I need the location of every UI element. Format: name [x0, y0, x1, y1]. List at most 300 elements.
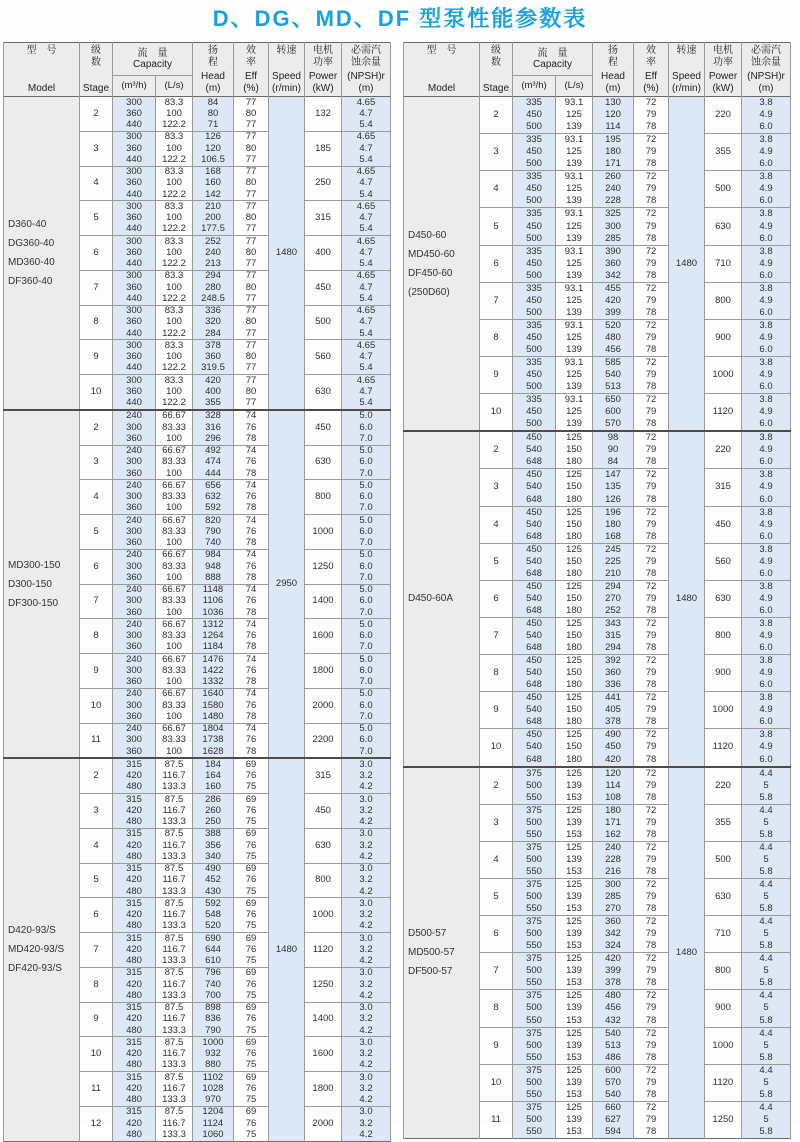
capacity-ls-cell: 150 [556, 630, 593, 642]
capacity-ls-cell: 100 [156, 572, 193, 584]
npsh-cell: 3.8 [742, 282, 791, 295]
power-cell: 800 [705, 282, 742, 319]
head-cell: 168 [193, 166, 234, 178]
capacity-m3h-cell: 300 [113, 492, 156, 503]
npsh-cell: 5.0 [342, 445, 391, 457]
power-cell: 630 [305, 828, 342, 863]
npsh-cell: 4.65 [342, 270, 391, 282]
eff-cell: 76 [234, 944, 269, 955]
capacity-m3h-cell: 450 [513, 655, 556, 668]
head-cell: 108 [593, 792, 634, 805]
eff-cell: 77 [234, 375, 269, 387]
capacity-ls-cell: 153 [556, 1089, 593, 1102]
npsh-cell: 6.0 [742, 605, 791, 618]
capacity-m3h-cell: 315 [113, 1072, 156, 1084]
model-cell [404, 97, 480, 432]
npsh-cell: 4.4 [742, 878, 791, 891]
capacity-m3h-cell: 240 [113, 584, 156, 596]
eff-cell: 69 [234, 863, 269, 875]
npsh-cell: 4.2 [342, 990, 391, 1002]
head-cell: 480 [593, 990, 634, 1003]
npsh-cell: 6.0 [342, 596, 391, 607]
npsh-cell: 3.8 [742, 97, 791, 110]
power-cell: 450 [305, 270, 342, 305]
capacity-ls-cell: 180 [556, 642, 593, 655]
table-body-left [4, 97, 391, 1142]
model-name: DF300-150 [8, 597, 59, 609]
npsh-cell: 4.4 [742, 916, 791, 929]
eff-cell: 72 [634, 171, 669, 184]
npsh-cell: 3.2 [342, 875, 391, 886]
capacity-m3h-cell: 450 [513, 332, 556, 344]
column-header-capacity-m3h-label: (m³/h) [121, 80, 147, 92]
speed-cell: 2950 [269, 410, 305, 759]
eff-cell: 79 [634, 519, 669, 531]
head-cell: 316 [193, 422, 234, 433]
npsh-cell: 5.0 [342, 654, 391, 666]
npsh-cell: 5.8 [742, 1052, 791, 1065]
eff-cell: 75 [234, 782, 269, 794]
head-cell: 486 [593, 1052, 634, 1065]
capacity-ls-cell: 150 [556, 667, 593, 679]
capacity-m3h-cell: 450 [513, 146, 556, 158]
capacity-ls-cell: 139 [556, 381, 593, 394]
capacity-m3h-cell: 440 [113, 259, 156, 271]
capacity-m3h-cell: 240 [113, 445, 156, 457]
capacity-m3h-cell: 300 [113, 665, 156, 676]
npsh-cell: 5.8 [742, 866, 791, 879]
capacity-ls-cell: 83.33 [156, 631, 193, 642]
capacity-m3h-cell: 240 [113, 723, 156, 735]
eff-cell: 77 [234, 189, 269, 201]
model-name: DF500-57 [408, 966, 453, 978]
capacity-ls-cell: 93.1 [556, 394, 593, 407]
capacity-ls-cell: 125 [556, 369, 593, 381]
eff-cell: 80 [234, 352, 269, 363]
power-cell: 900 [705, 655, 742, 692]
capacity-m3h-cell: 360 [113, 468, 156, 480]
capacity-ls-cell: 122.2 [156, 293, 193, 305]
capacity-m3h-cell: 360 [113, 178, 156, 189]
capacity-ls-cell: 116.7 [156, 1014, 193, 1025]
capacity-m3h-cell: 315 [113, 967, 156, 979]
capacity-ls-cell: 139 [556, 1114, 593, 1126]
power-cell: 1600 [305, 619, 342, 654]
eff-cell: 72 [634, 729, 669, 742]
capacity-m3h-cell: 648 [513, 753, 556, 766]
eff-cell: 75 [234, 851, 269, 863]
eff-cell: 79 [634, 556, 669, 568]
column-header-speed [669, 43, 705, 97]
head-cell: 420 [193, 375, 234, 387]
eff-cell: 80 [234, 213, 269, 224]
capacity-m3h-cell: 300 [113, 631, 156, 642]
head-cell: 340 [193, 851, 234, 863]
stage-cell: 4 [480, 841, 513, 878]
npsh-cell: 7.0 [342, 607, 391, 619]
npsh-cell: 5.8 [742, 940, 791, 953]
capacity-m3h-cell: 480 [113, 990, 156, 1002]
column-header-model [4, 43, 80, 97]
npsh-cell: 3.2 [342, 1118, 391, 1129]
eff-cell: 76 [234, 700, 269, 711]
eff-cell: 79 [634, 704, 669, 716]
npsh-cell: 4.7 [342, 143, 391, 154]
npsh-cell: 4.65 [342, 305, 391, 317]
capacity-ls-cell: 125 [556, 878, 593, 891]
capacity-m3h-cell: 360 [113, 677, 156, 689]
capacity-m3h-cell: 300 [113, 97, 156, 109]
npsh-cell: 4.9 [742, 220, 791, 232]
head-cell: 970 [193, 1095, 234, 1107]
stage-cell: 7 [480, 282, 513, 319]
capacity-ls-cell: 83.3 [156, 236, 193, 248]
head-cell: 1580 [193, 700, 234, 711]
eff-cell: 78 [234, 433, 269, 445]
head-cell: 1102 [193, 1072, 234, 1084]
power-cell: 800 [705, 953, 742, 990]
power-cell: 630 [705, 878, 742, 915]
power-cell: 355 [705, 134, 742, 171]
head-cell: 1060 [193, 1129, 234, 1141]
head-cell: 336 [593, 679, 634, 692]
eff-cell: 77 [234, 154, 269, 166]
capacity-ls-cell: 125 [556, 220, 593, 232]
npsh-cell: 4.2 [342, 956, 391, 968]
head-cell: 456 [593, 344, 634, 357]
head-cell: 171 [593, 158, 634, 171]
head-cell: 1204 [193, 1106, 234, 1118]
head-cell: 325 [593, 208, 634, 221]
capacity-ls-cell: 66.67 [156, 549, 193, 561]
npsh-cell: 6.0 [742, 494, 791, 507]
capacity-ls-cell: 87.5 [156, 828, 193, 840]
capacity-ls-cell: 93.1 [556, 208, 593, 221]
npsh-cell: 7.0 [342, 503, 391, 515]
power-cell: 400 [305, 236, 342, 271]
capacity-m3h-cell: 648 [513, 531, 556, 544]
capacity-ls-cell: 122.2 [156, 189, 193, 201]
eff-cell: 72 [634, 804, 669, 817]
pump-table-right [403, 42, 791, 1139]
npsh-cell: 5.8 [742, 1014, 791, 1027]
capacity-ls-cell: 125 [556, 729, 593, 742]
head-cell: 432 [593, 1014, 634, 1027]
npsh-cell: 4.9 [742, 109, 791, 121]
eff-cell: 78 [634, 866, 669, 879]
head-cell: 378 [593, 977, 634, 990]
npsh-cell: 5 [742, 965, 791, 977]
column-header-power [305, 43, 342, 97]
npsh-cell: 4.65 [342, 375, 391, 387]
capacity-m3h-cell: 440 [113, 363, 156, 375]
eff-cell: 77 [234, 224, 269, 236]
npsh-cell: 3.8 [742, 171, 791, 184]
capacity-ls-cell: 87.5 [156, 1106, 193, 1118]
head-cell: 984 [193, 549, 234, 561]
head-cell: 592 [193, 503, 234, 515]
npsh-cell: 5 [742, 928, 791, 940]
capacity-ls-cell: 100 [156, 386, 193, 397]
npsh-cell: 4.65 [342, 97, 391, 109]
stage-cell: 5 [80, 515, 113, 550]
model-name: MD500-57 [408, 947, 455, 959]
capacity-ls-cell: 125 [556, 990, 593, 1003]
eff-cell: 78 [634, 270, 669, 283]
head-cell: 650 [593, 394, 634, 407]
capacity-m3h-cell: 360 [113, 642, 156, 654]
npsh-cell: 5 [742, 1040, 791, 1052]
eff-cell: 78 [634, 381, 669, 394]
head-cell: 280 [193, 282, 234, 293]
stage-cell: 7 [80, 270, 113, 305]
head-cell: 342 [593, 928, 634, 940]
power-cell: 132 [305, 97, 342, 132]
column-header-stage-label: 级 数 Stage [482, 45, 510, 94]
model-name: D500-57 [408, 928, 447, 940]
capacity-m3h-cell: 540 [513, 593, 556, 605]
capacity-ls-cell: 139 [556, 817, 593, 829]
capacity-m3h-cell: 550 [513, 1052, 556, 1065]
capacity-m3h-cell: 550 [513, 1089, 556, 1102]
npsh-cell: 5 [742, 891, 791, 903]
eff-cell: 74 [234, 723, 269, 735]
npsh-cell: 4.65 [342, 131, 391, 143]
capacity-m3h-cell: 648 [513, 605, 556, 618]
capacity-ls-cell: 100 [156, 178, 193, 189]
column-header-npsh-label: 必需汽 蚀余量 (NPSH)r (m) [747, 45, 785, 94]
capacity-ls-cell: 100 [156, 317, 193, 328]
eff-cell: 69 [234, 1072, 269, 1084]
eff-cell: 72 [634, 356, 669, 369]
stage-cell: 5 [480, 878, 513, 915]
head-cell: 360 [593, 916, 634, 929]
npsh-cell: 3.2 [342, 805, 391, 816]
capacity-m3h-cell: 648 [513, 568, 556, 581]
head-cell: 400 [193, 386, 234, 397]
npsh-cell: 4.65 [342, 201, 391, 213]
model-cell [4, 410, 80, 759]
capacity-ls-cell: 133.3 [156, 782, 193, 794]
npsh-cell: 3.8 [742, 543, 791, 556]
npsh-cell: 5.0 [342, 688, 391, 700]
model-name: DF360-40 [8, 275, 53, 287]
eff-cell: 72 [634, 692, 669, 705]
npsh-cell: 5.0 [342, 619, 391, 631]
npsh-cell: 5.0 [342, 410, 391, 422]
capacity-m3h-cell: 315 [113, 828, 156, 840]
capacity-ls-cell: 125 [556, 295, 593, 307]
capacity-ls-cell: 116.7 [156, 805, 193, 816]
eff-cell: 74 [234, 515, 269, 527]
stage-cell: 9 [80, 340, 113, 375]
capacity-ls-cell: 87.5 [156, 933, 193, 945]
npsh-cell: 3.8 [742, 208, 791, 221]
capacity-m3h-cell: 540 [513, 667, 556, 679]
column-header-head-label: 扬 程 Head (m) [601, 45, 625, 94]
stage-cell: 12 [80, 1106, 113, 1141]
capacity-ls-cell: 125 [556, 183, 593, 195]
capacity-ls-cell: 122.2 [156, 259, 193, 271]
capacity-m3h-cell: 540 [513, 556, 556, 568]
power-cell: 630 [305, 445, 342, 480]
npsh-cell: 4.65 [342, 340, 391, 352]
eff-cell: 79 [634, 780, 669, 792]
capacity-m3h-cell: 550 [513, 940, 556, 953]
eff-cell: 76 [234, 561, 269, 572]
eff-cell: 76 [234, 735, 269, 746]
npsh-cell: 3.8 [742, 655, 791, 668]
npsh-cell: 6.0 [742, 233, 791, 246]
capacity-ls-cell: 150 [556, 704, 593, 716]
capacity-m3h-cell: 550 [513, 866, 556, 879]
eff-cell: 75 [234, 956, 269, 968]
head-cell: 540 [593, 369, 634, 381]
capacity-m3h-cell: 500 [513, 1040, 556, 1052]
capacity-m3h-cell: 420 [113, 1049, 156, 1060]
npsh-cell: 4.9 [742, 258, 791, 270]
capacity-m3h-cell: 240 [113, 410, 156, 422]
head-cell: 660 [593, 1101, 634, 1114]
eff-cell: 78 [634, 940, 669, 953]
head-cell: 1628 [193, 746, 234, 758]
npsh-cell: 4.9 [742, 444, 791, 456]
capacity-ls-cell: 100 [156, 503, 193, 515]
capacity-m3h-cell: 440 [113, 189, 156, 201]
capacity-m3h-cell: 335 [513, 171, 556, 184]
head-cell: 452 [193, 875, 234, 886]
head-cell: 343 [593, 617, 634, 630]
eff-cell: 75 [234, 817, 269, 829]
capacity-ls-cell: 100 [156, 711, 193, 723]
npsh-cell: 5.8 [742, 1089, 791, 1102]
capacity-ls-cell: 180 [556, 531, 593, 544]
npsh-cell: 3.8 [742, 394, 791, 407]
npsh-cell: 7.0 [342, 572, 391, 584]
head-cell: 114 [593, 121, 634, 134]
capacity-m3h-cell: 315 [113, 1002, 156, 1014]
speed-cell: 1480 [269, 97, 305, 410]
capacity-ls-cell: 139 [556, 195, 593, 208]
stage-cell: 4 [480, 171, 513, 208]
capacity-ls-cell: 83.33 [156, 596, 193, 607]
head-cell: 180 [593, 519, 634, 531]
head-cell: 98 [593, 431, 634, 444]
head-cell: 690 [193, 933, 234, 945]
stage-cell: 2 [80, 758, 113, 793]
eff-cell: 79 [634, 1002, 669, 1014]
capacity-m3h-cell: 500 [513, 965, 556, 977]
head-cell: 444 [193, 468, 234, 480]
capacity-ls-cell: 125 [556, 804, 593, 817]
power-cell: 2000 [305, 1106, 342, 1141]
power-cell: 1120 [305, 933, 342, 968]
head-cell: 240 [593, 841, 634, 854]
capacity-ls-cell: 83.33 [156, 457, 193, 468]
head-cell: 180 [593, 146, 634, 158]
head-cell: 296 [193, 433, 234, 445]
head-cell: 405 [593, 704, 634, 716]
capacity-ls-cell: 66.67 [156, 515, 193, 527]
stage-cell: 4 [80, 480, 113, 515]
npsh-cell: 6.0 [342, 735, 391, 746]
head-cell: 252 [593, 605, 634, 618]
capacity-ls-cell: 93.1 [556, 356, 593, 369]
head-cell: 355 [193, 398, 234, 410]
power-cell: 315 [705, 469, 742, 506]
stage-cell: 7 [480, 953, 513, 990]
eff-cell: 69 [234, 898, 269, 910]
capacity-m3h-cell: 480 [113, 817, 156, 829]
head-cell: 135 [593, 481, 634, 493]
head-cell: 790 [193, 1025, 234, 1037]
npsh-cell: 3.2 [342, 1014, 391, 1025]
head-cell: 200 [193, 213, 234, 224]
capacity-m3h-cell: 420 [113, 910, 156, 921]
capacity-m3h-cell: 648 [513, 456, 556, 469]
npsh-cell: 4.9 [742, 146, 791, 158]
power-cell: 1120 [705, 729, 742, 767]
eff-cell: 78 [234, 468, 269, 480]
capacity-m3h-cell: 420 [113, 979, 156, 990]
capacity-ls-cell: 133.3 [156, 1025, 193, 1037]
npsh-cell: 4.9 [742, 667, 791, 679]
head-cell: 270 [593, 593, 634, 605]
eff-cell: 79 [634, 1040, 669, 1052]
npsh-cell: 6.0 [742, 531, 791, 544]
npsh-cell: 4.7 [342, 386, 391, 397]
head-cell: 1184 [193, 642, 234, 654]
stage-cell: 6 [480, 916, 513, 953]
head-cell: 250 [193, 817, 234, 829]
capacity-m3h-cell: 375 [513, 1101, 556, 1114]
stage-cell: 8 [80, 967, 113, 1002]
eff-cell: 69 [234, 828, 269, 840]
capacity-ls-cell: 125 [556, 655, 593, 668]
eff-cell: 72 [634, 319, 669, 332]
power-cell: 185 [305, 131, 342, 166]
head-cell: 80 [193, 108, 234, 119]
capacity-ls-cell: 100 [156, 642, 193, 654]
capacity-m3h-cell: 500 [513, 1002, 556, 1014]
capacity-ls-cell: 100 [156, 282, 193, 293]
head-cell: 315 [593, 630, 634, 642]
capacity-m3h-cell: 335 [513, 134, 556, 147]
power-cell: 315 [305, 758, 342, 793]
capacity-ls-cell: 139 [556, 121, 593, 134]
head-cell: 492 [193, 445, 234, 457]
eff-cell: 77 [234, 328, 269, 340]
npsh-cell: 5.0 [342, 584, 391, 596]
head-cell: 490 [193, 863, 234, 875]
eff-cell: 80 [234, 178, 269, 189]
eff-cell: 74 [234, 584, 269, 596]
eff-cell: 75 [234, 1060, 269, 1072]
npsh-cell: 4.2 [342, 1095, 391, 1107]
power-cell: 1000 [705, 692, 742, 729]
eff-cell: 79 [634, 220, 669, 232]
eff-cell: 75 [234, 1129, 269, 1141]
eff-cell: 69 [234, 1002, 269, 1014]
capacity-m3h-cell: 500 [513, 195, 556, 208]
capacity-m3h-cell: 420 [113, 875, 156, 886]
head-cell: 225 [593, 556, 634, 568]
eff-cell: 78 [234, 572, 269, 584]
power-cell: 220 [705, 431, 742, 469]
head-cell: 740 [193, 538, 234, 550]
head-cell: 360 [593, 667, 634, 679]
capacity-ls-cell: 153 [556, 866, 593, 879]
